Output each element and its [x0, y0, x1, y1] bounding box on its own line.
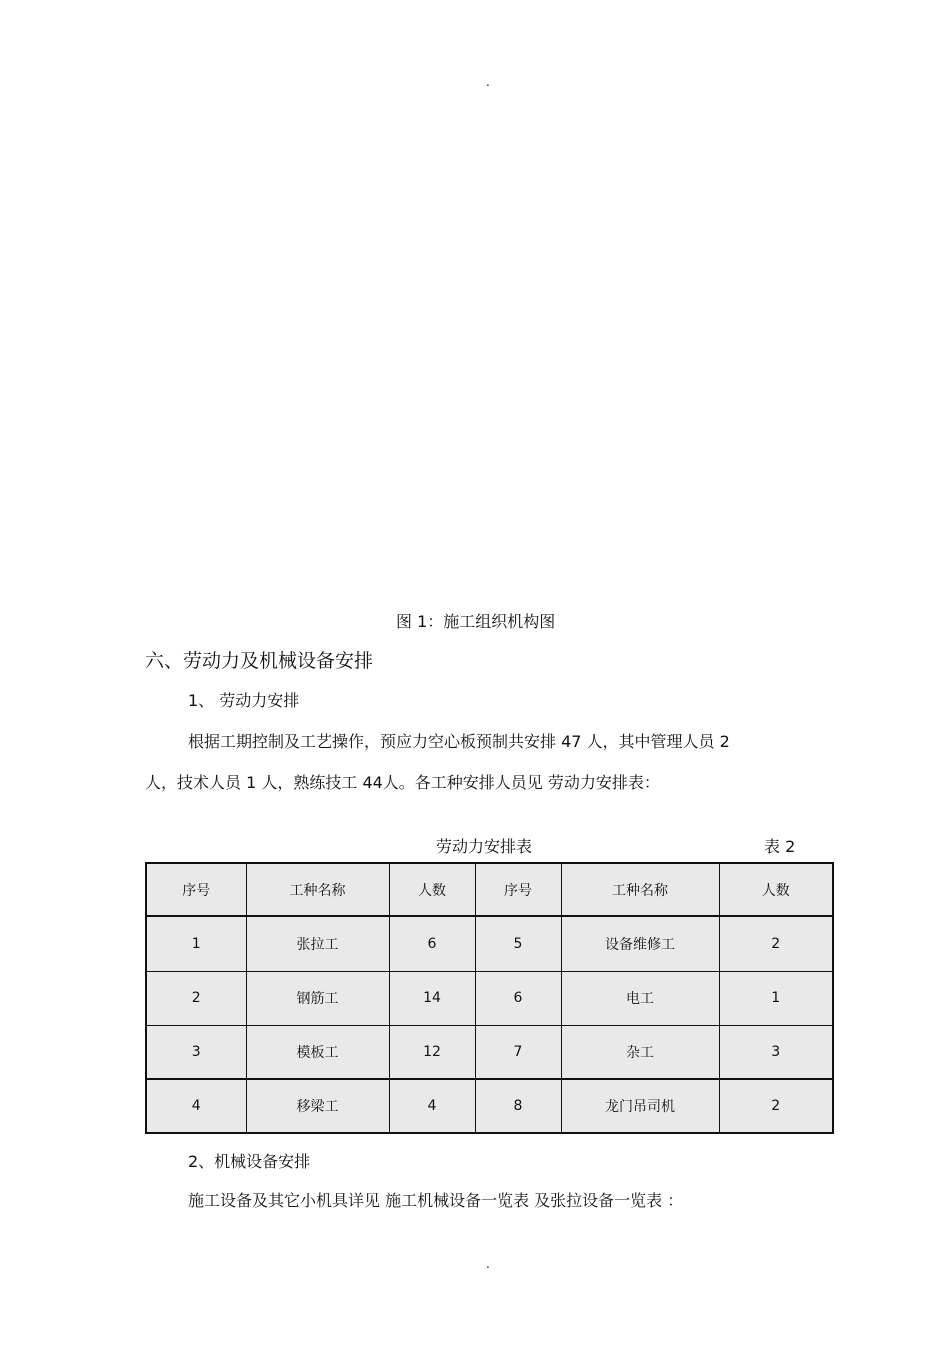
- table-cell: 12: [389, 1025, 475, 1079]
- table-cell: 5: [475, 916, 561, 971]
- header-cell: 序号: [146, 863, 246, 916]
- table-cell: 8: [475, 1079, 561, 1133]
- table-cell: 钢筋工: [246, 971, 389, 1025]
- table-cell: 电工: [561, 971, 719, 1025]
- header-cell: 人数: [389, 863, 475, 916]
- table-row: [146, 916, 833, 971]
- table-row: [146, 1025, 833, 1079]
- table-header-row: [146, 863, 833, 916]
- header-cell: 工种名称: [561, 863, 719, 916]
- table-cell: 6: [475, 971, 561, 1025]
- table-row: [146, 1079, 833, 1133]
- page-top-mark: .: [486, 75, 490, 89]
- paragraph-labor-line2: 人，技术人员 1 人，熟练技工 44人。各工种安排人员见 劳动力安排表：: [145, 773, 660, 792]
- subsection-heading-labor: 1、 劳动力安排: [188, 691, 300, 710]
- subsection-heading-machinery: 2、机械设备安排: [188, 1152, 311, 1171]
- section-heading: 六、劳动力及机械设备安排: [145, 650, 374, 672]
- table-cell: 1: [719, 971, 833, 1025]
- table-cell: 设备维修工: [561, 916, 719, 971]
- labor-table: [145, 862, 834, 1134]
- page-bottom-mark: .: [486, 1257, 490, 1271]
- table-cell: 14: [389, 971, 475, 1025]
- table-cell: 3: [719, 1025, 833, 1079]
- table-cell: 模板工: [246, 1025, 389, 1079]
- table-cell: 1: [146, 916, 246, 971]
- figure-caption: 图 1：施工组织机构图: [396, 612, 556, 631]
- paragraph-machinery: 施工设备及其它小机具详见 施工机械设备一览表 及张拉设备一览表 ：: [188, 1191, 684, 1210]
- table-cell: 4: [389, 1079, 475, 1133]
- table-cell: 移梁工: [246, 1079, 389, 1133]
- table-cell: 7: [475, 1025, 561, 1079]
- table-cell: 2: [146, 971, 246, 1025]
- header-cell: 序号: [475, 863, 561, 916]
- table-row: [146, 971, 833, 1025]
- table-cell: 3: [146, 1025, 246, 1079]
- paragraph-labor-line1: 根据工期控制及工艺操作，预应力空心板预制共安排 47 人，其中管理人员 2: [188, 732, 730, 751]
- table-cell: 4: [146, 1079, 246, 1133]
- table-cell: 杂工: [561, 1025, 719, 1079]
- table-number: 表 2: [764, 837, 796, 856]
- header-cell: 工种名称: [246, 863, 389, 916]
- table-cell: 张拉工: [246, 916, 389, 971]
- table-title: 劳动力安排表: [436, 837, 533, 856]
- header-cell: 人数: [719, 863, 833, 916]
- table-cell: 6: [389, 916, 475, 971]
- table-cell: 2: [719, 916, 833, 971]
- table-cell: 龙门吊司机: [561, 1079, 719, 1133]
- table-cell: 2: [719, 1079, 833, 1133]
